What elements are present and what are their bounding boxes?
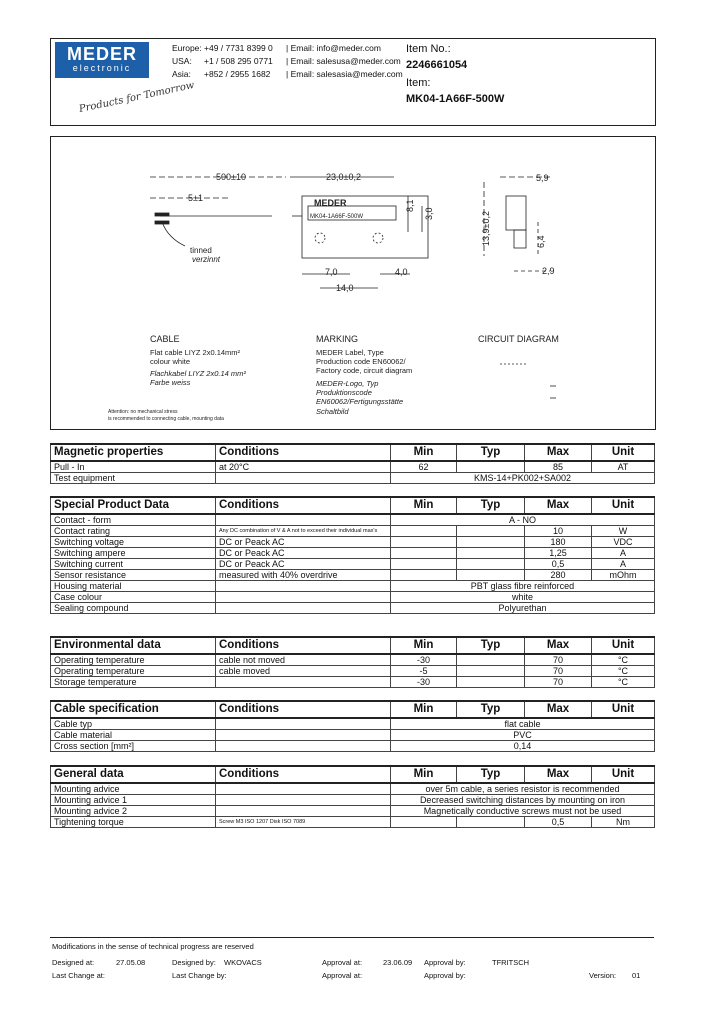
param-max: 180 [525,537,592,548]
marking-line-1: MEDER Label, Type [316,348,384,357]
marking-title: MARKING [316,334,359,344]
slogan: Products for Tomorrow [78,79,196,116]
designed-at-label: Designed at: [52,958,95,967]
footer-rule [50,937,654,938]
param-cond [216,592,391,603]
col-conditions: Conditions [216,701,391,718]
param-value: Decreased switching distances by mounting on iron [391,795,655,806]
table-row [51,718,655,730]
marking-line-3: Factory code, circuit diagram [316,366,413,375]
dim-7: 7,0 [325,267,338,277]
table-row [51,570,655,581]
param-min: -30 [391,677,457,688]
table-row [51,514,655,526]
param-typ [457,526,525,537]
table-row [51,677,655,688]
table-row [51,461,655,473]
last-approval-at-label: Approval at: [322,971,363,980]
param-unit: mOhm [592,570,655,581]
cable-title: CABLE [150,334,180,344]
section-title: Cable specification [51,701,216,718]
param-typ [457,666,525,677]
cable-line-1: Flat cable LIYZ 2x0.14mm² [150,348,241,357]
table-row [51,666,655,677]
contact-email: | Email: salesusa@meder.com [286,56,401,66]
table-row [51,654,655,666]
item-no: 2246661054 [406,59,468,71]
param-name: Operating temperature [51,666,216,677]
contact-phone: +1 / 508 295 0771 [204,56,273,66]
param-value: white [391,592,655,603]
param-cond [216,718,391,730]
param-unit: A [592,559,655,570]
dim-64: 6,4 [536,235,546,248]
param-typ [457,559,525,570]
col-conditions: Conditions [216,637,391,654]
param-name: Sealing compound [51,603,216,614]
note-line-2: is recommended to connecting cable, mounting data [108,416,224,422]
col-typ: Typ [457,766,525,783]
dim-59: 5,9 [536,173,549,183]
table-row [51,581,655,592]
param-name: Switching current [51,559,216,570]
table-row [51,526,655,537]
last-change-by-label: Last Change by: [172,971,227,980]
param-value: A - NO [391,514,655,526]
table-row [51,806,655,817]
contact-email: | Email: info@meder.com [286,43,381,53]
param-unit: °C [592,677,655,688]
param-max: 70 [525,654,592,666]
logo-bottom-text: electronic [72,63,132,73]
param-name: Switching voltage [51,537,216,548]
param-min [391,548,457,559]
approval-by-label: Approval by: [424,958,466,967]
param-cond: cable not moved [216,654,391,666]
param-min [391,570,457,581]
param-cond: cable moved [216,666,391,677]
param-min [391,537,457,548]
param-cond [216,741,391,752]
col-typ: Typ [457,444,525,461]
param-min: 62 [391,461,457,473]
param-cond: DC or Peack AC [216,559,391,570]
col-unit: Unit [592,497,655,514]
param-typ [457,461,525,473]
param-min [391,526,457,537]
param-name: Cross section [mm²] [51,741,216,752]
param-cond: Screw M3 ISO 1207 Disk ISO 7089 [216,817,391,828]
param-cond [216,730,391,741]
param-typ [457,654,525,666]
dim-29: 2,9 [542,266,555,276]
col-max: Max [525,766,592,783]
section-title: Special Product Data [51,497,216,514]
table-row [51,548,655,559]
version: 01 [632,971,641,980]
contact-phone: +852 / 2955 1682 [204,69,271,79]
col-min: Min [391,637,457,654]
param-name: Case colour [51,592,216,603]
approval-at: 23.06.09 [383,958,413,967]
mount-hole [315,233,325,243]
param-cond [216,795,391,806]
col-min: Min [391,766,457,783]
col-typ: Typ [457,637,525,654]
table-row [51,783,655,795]
designed-at: 27.05.08 [116,958,146,967]
param-typ [457,817,525,828]
param-max: 85 [525,461,592,473]
marking-line-7: Schaltbild [316,407,349,416]
col-conditions: Conditions [216,766,391,783]
side-tab [514,230,526,248]
dim-500: 500±10 [216,172,246,182]
param-value: PVC [391,730,655,741]
param-value: over 5m cable, a series resistor is recommended [391,783,655,795]
param-cond: DC or Peack AC [216,548,391,559]
magnetic-table [50,443,655,484]
footer-note: Modifications in the sense of technical progress are reserved [52,942,254,951]
cable-line-2: colour white [150,357,191,366]
side-body [506,196,526,230]
table-row [51,741,655,752]
dim-81: 8,1 [405,199,415,212]
marking-line-2: Production code EN60062/ [316,357,406,366]
contact-emails [286,42,403,81]
param-value: PBT glass fibre reinforced [391,581,655,592]
col-unit: Unit [592,637,655,654]
table-row [51,795,655,806]
circuit-title: CIRCUIT DIAGRAM [478,334,559,344]
param-cond [216,603,391,614]
param-typ [457,677,525,688]
marking-line-5: Produktionscode [316,388,372,397]
param-cond [216,514,391,526]
col-min: Min [391,497,457,514]
col-min: Min [391,444,457,461]
param-min [391,559,457,570]
param-value: flat cable [391,718,655,730]
param-unit: A [592,548,655,559]
param-cond: DC or Peack AC [216,537,391,548]
table-row [51,817,655,828]
param-name: Cable material [51,730,216,741]
table-row [51,537,655,548]
param-name: Storage temperature [51,677,216,688]
param-max: 70 [525,666,592,677]
last-approval-by-label: Approval by: [424,971,466,980]
param-cond: measured with 40% overdrive [216,570,391,581]
section-title: Environmental data [51,637,216,654]
param-cond [216,473,391,484]
table-row [51,473,655,484]
param-min [391,817,457,828]
section-title: General data [51,766,216,783]
param-name: Sensor resistance [51,570,216,581]
body-text: MK04-1A66F-500W [310,214,364,220]
col-typ: Typ [457,701,525,718]
param-name: Operating temperature [51,654,216,666]
dim-30: 3,0 [424,207,434,220]
tinned-label: tinned [190,246,212,255]
marking-line-4: MEDER-Logo, Typ [316,379,379,388]
param-max: 280 [525,570,592,581]
col-max: Max [525,637,592,654]
param-cond [216,677,391,688]
col-unit: Unit [592,701,655,718]
special-table [50,496,655,614]
cable-line-4: Farbe weiss [150,378,191,387]
col-max: Max [525,497,592,514]
param-cond [216,581,391,592]
param-name: Mounting advice 2 [51,806,216,817]
table-row [51,603,655,614]
col-conditions: Conditions [216,497,391,514]
param-name: Mounting advice 1 [51,795,216,806]
cable-table [50,700,655,752]
col-max: Max [525,701,592,718]
general-table [50,765,655,828]
param-max: 0,5 [525,559,592,570]
param-name: Tightening torque [51,817,216,828]
param-value: Magnetically conductive screws must not be used [391,806,655,817]
contact-email: | Email: salesasia@meder.com [286,69,403,79]
contact-region: USA: [172,56,192,66]
approval-at-label: Approval at: [322,958,363,967]
param-max: 0,5 [525,817,592,828]
param-name: Mounting advice [51,783,216,795]
item-no-label: Item No.: [406,43,451,55]
param-name: Cable typ [51,718,216,730]
param-typ [457,548,525,559]
param-min: -5 [391,666,457,677]
param-typ [457,537,525,548]
table-row [51,730,655,741]
col-unit: Unit [592,766,655,783]
col-typ: Typ [457,497,525,514]
meder-logo [55,42,149,78]
param-unit: °C [592,666,655,677]
table-row [51,592,655,603]
approval-by: TFRITSCH [492,958,530,967]
param-name: Pull - In [51,461,216,473]
param-name: Contact rating [51,526,216,537]
col-min: Min [391,701,457,718]
contact-phone: +49 / 7731 8399 0 [204,43,273,53]
cable-line-3: Flachkabel LIYZ 2x0.14 mm² [150,369,246,378]
section-title: Magnetic properties [51,444,216,461]
param-typ [457,570,525,581]
mount-hole [373,233,383,243]
item-label: Item: [406,77,431,89]
param-max: 1,25 [525,548,592,559]
note-line-1: Attention: no mechanical stress [108,409,178,415]
param-cond: Any DC combination of V & A not to exceed their individual max's [216,526,391,537]
logo-top-text: MEDER [66,44,137,64]
contact-phones [204,42,273,81]
last-change-at-label: Last Change at: [52,971,105,980]
marking-line-6: EN60062/Fertigungsstätte [316,397,404,406]
param-unit: VDC [592,537,655,548]
param-cond: at 20°C [216,461,391,473]
body-logo: MEDER [314,198,347,208]
environmental-table [50,636,655,688]
param-value: 0,14 [391,741,655,752]
param-cond [216,783,391,795]
dim-139: 13,9±0,2 [481,211,491,246]
cable-end [155,213,169,216]
param-max: 10 [525,526,592,537]
designed-by: WKOVACS [224,958,262,967]
designed-by-label: Designed by: [172,958,216,967]
contact-region: Asia: [172,69,191,79]
contact-regions [172,42,202,81]
param-name: Test equipment [51,473,216,484]
col-unit: Unit [592,444,655,461]
param-value: Polyurethan [391,603,655,614]
param-value: KMS-14+PK002+SA002 [391,473,655,484]
param-unit: Nm [592,817,655,828]
dim-14: 14,0 [336,283,354,293]
param-unit: °C [592,654,655,666]
tinned-leader [162,222,185,246]
param-max: 70 [525,677,592,688]
param-unit: W [592,526,655,537]
technical-drawing [50,136,654,428]
item-name: MK04-1A66F-500W [406,93,505,105]
param-name: Contact - form [51,514,216,526]
param-unit: AT [592,461,655,473]
contact-region: Europe: [172,43,202,53]
col-conditions: Conditions [216,444,391,461]
param-min: -30 [391,654,457,666]
table-row [51,559,655,570]
dim-5: 5±1 [188,193,203,203]
param-cond [216,806,391,817]
col-max: Max [525,444,592,461]
dim-23: 23,0±0,2 [326,172,361,182]
param-name: Housing material [51,581,216,592]
tinned-label-de: verzinnt [192,255,221,264]
version-label: Version: [589,971,617,980]
dim-4: 4,0 [395,267,408,277]
param-name: Switching ampere [51,548,216,559]
